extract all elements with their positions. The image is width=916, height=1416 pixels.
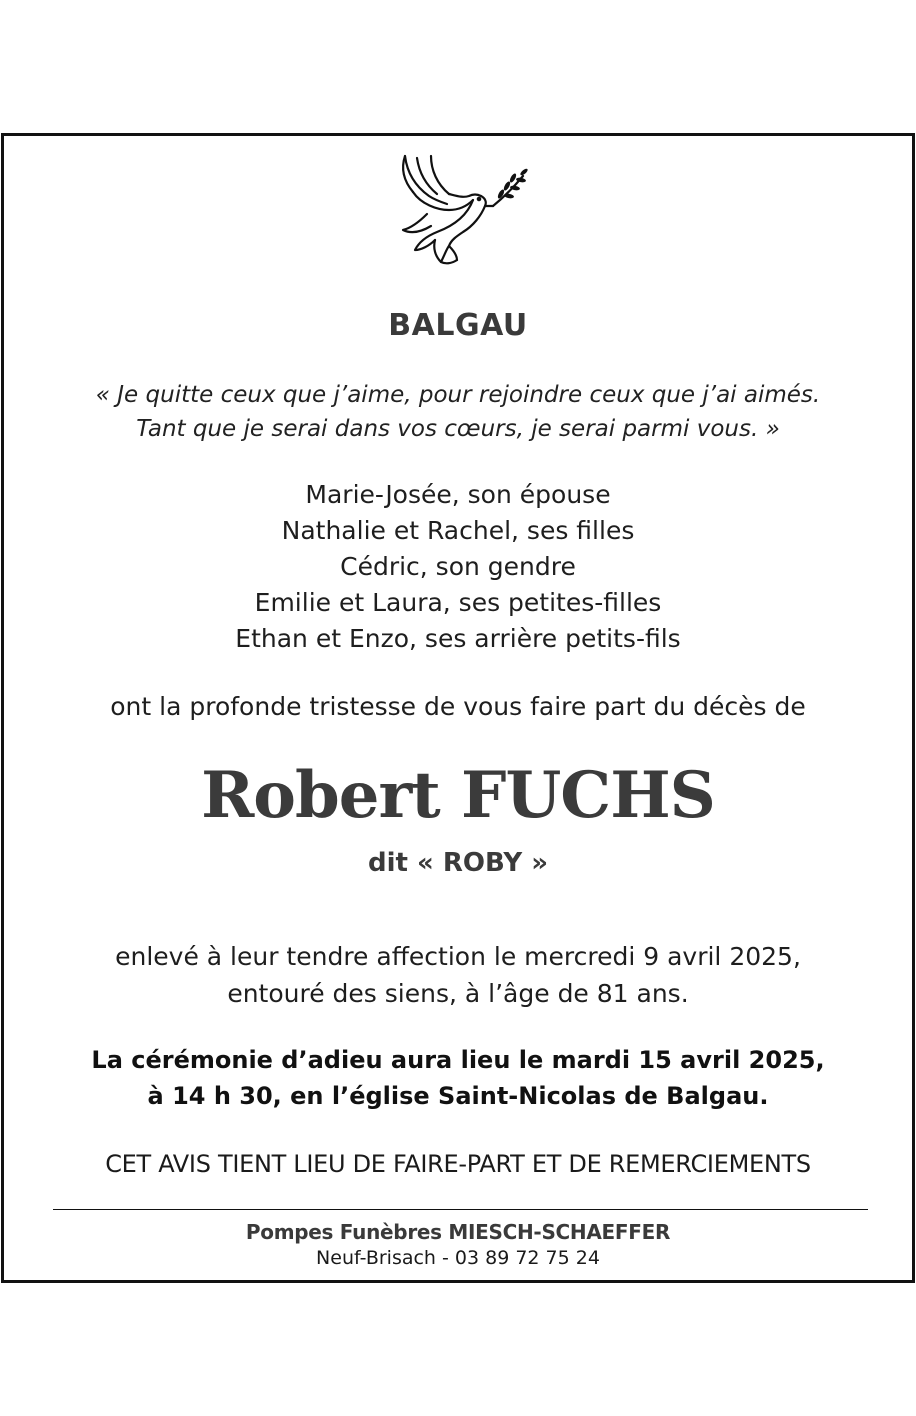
death-line-2: entouré des siens, à l’âge de 81 ans. (227, 979, 689, 1008)
quote-line-1: « Je quitte ceux que j’aime, pour rejoindre ceux que j’ai aimés. (95, 382, 821, 408)
family-member: Cédric, son gendre (340, 552, 576, 581)
family-member: Ethan et Enzo, ses arrière petits-fils (235, 624, 681, 653)
family-member: Marie-Josée, son épouse (305, 480, 611, 509)
notice-note: CET AVIS TIENT LIEU DE FAIRE-PART ET DE REMERCIEMENTS (105, 1150, 811, 1178)
town-heading: BALGAU (388, 308, 528, 343)
funeral-home-contact: Neuf-Brisach - 03 89 72 75 24 (316, 1247, 600, 1269)
death-notice (1, 133, 915, 1283)
ceremony-line-2: à 14 h 30, en l’église Saint-Nicolas de Balgau. (147, 1082, 769, 1110)
footer-divider (53, 1209, 868, 1210)
ceremony-line-1: La cérémonie d’adieu aura lieu le mardi 15 avril 2025, (91, 1046, 825, 1074)
announcement-intro: ont la profonde tristesse de vous faire part du décès de (110, 692, 806, 721)
dove-with-olive-branch-icon (397, 154, 529, 272)
quote-line-2: Tant que je serai dans vos cœurs, je serai parmi vous. » (136, 416, 780, 442)
deceased-name: Robert FUCHS (201, 758, 715, 833)
funeral-home-name: Pompes Funèbres MIESCH-SCHAEFFER (245, 1220, 671, 1244)
family-member: Nathalie et Rachel, ses filles (281, 516, 635, 545)
family-member: Emilie et Laura, ses petites-filles (254, 588, 662, 617)
death-line-1: enlevé à leur tendre affection le mercredi 9 avril 2025, (115, 942, 801, 971)
deceased-nickname: dit « ROBY » (367, 848, 549, 878)
